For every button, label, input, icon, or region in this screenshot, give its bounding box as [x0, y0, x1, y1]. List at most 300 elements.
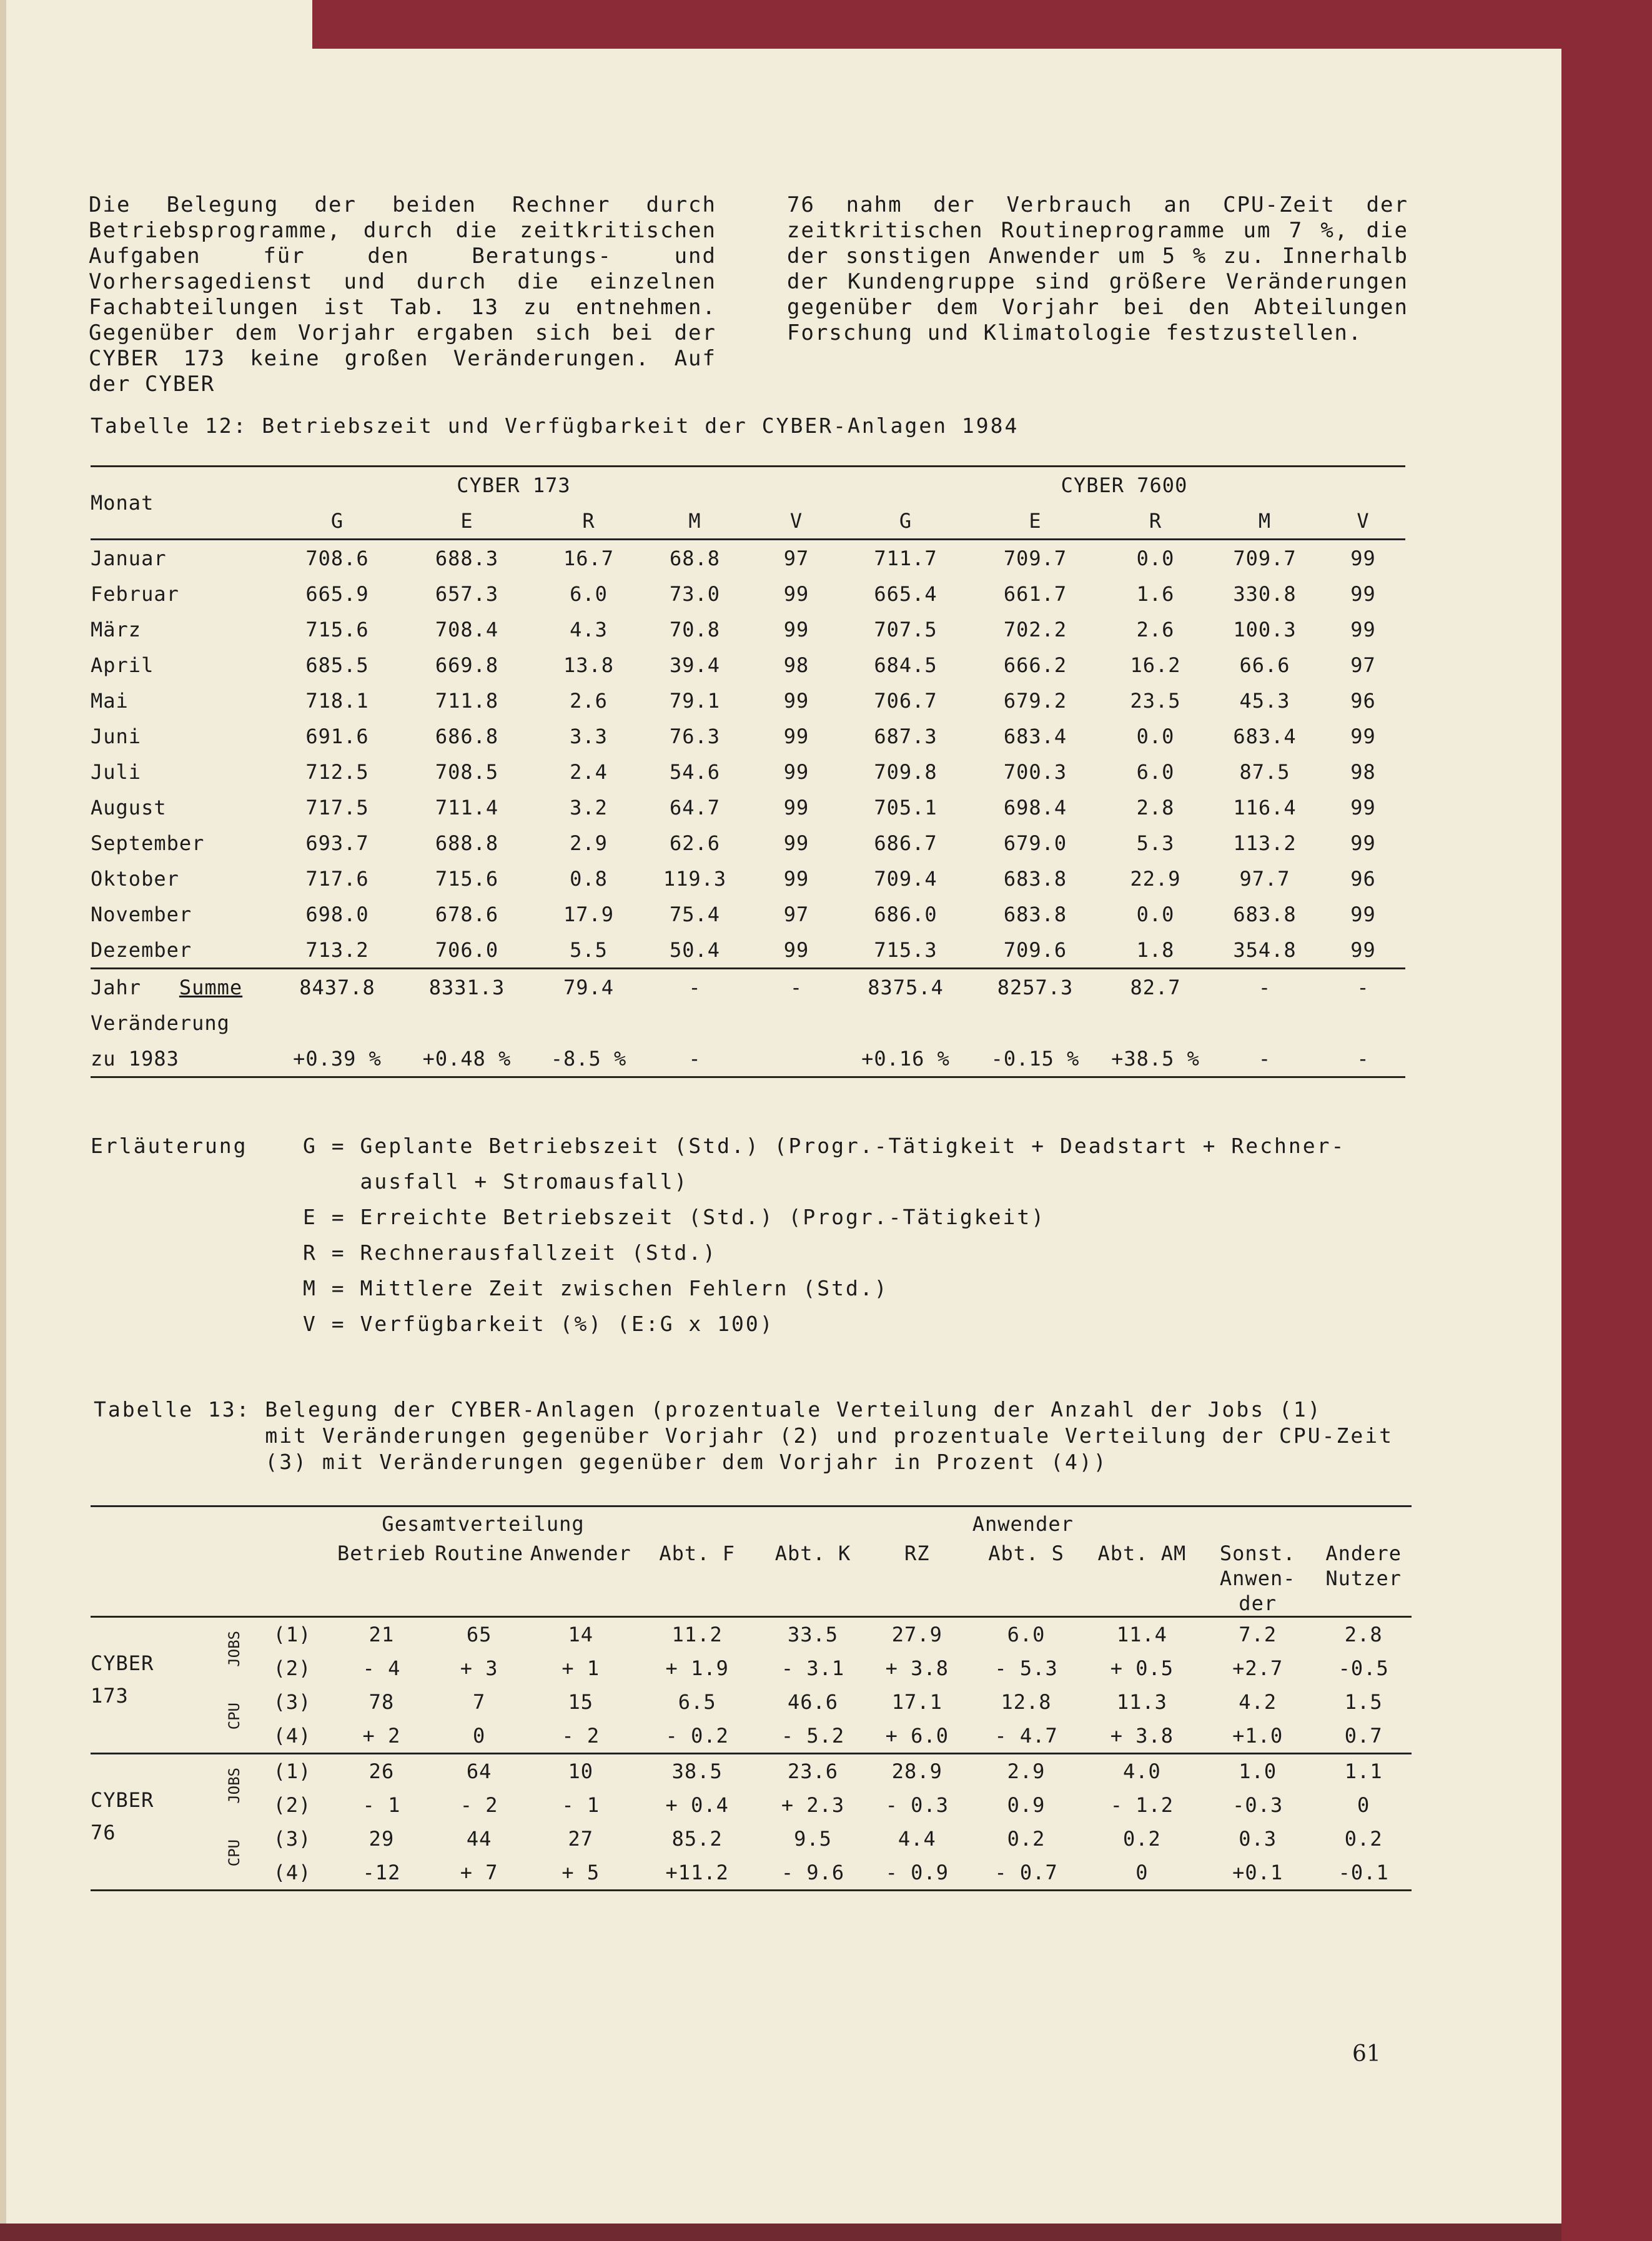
- table-cell: 330.8: [1233, 581, 1297, 606]
- table-cell: 6.0: [570, 581, 608, 606]
- table-cell: 683.8: [1003, 866, 1067, 891]
- month-label: April: [91, 653, 154, 677]
- table-cell: 2.8: [1344, 1623, 1383, 1646]
- row-index: (2): [273, 1656, 312, 1680]
- row-group: [216, 1617, 252, 1686]
- table-cell: [91, 1541, 332, 1617]
- table-cell: 6.0: [1007, 1623, 1046, 1646]
- table-cell: 98: [1350, 759, 1376, 784]
- table-cell: 99: [783, 866, 809, 891]
- table-cell: 2.6: [570, 688, 608, 713]
- table-cell: 708.6: [305, 546, 369, 570]
- column-header: Betrieb: [337, 1541, 426, 1565]
- table-cell: 4.2: [1239, 1690, 1277, 1714]
- table-cell: 23.6: [787, 1759, 839, 1783]
- table-cell: 97.7: [1239, 866, 1290, 891]
- month-label: Januar: [91, 546, 167, 570]
- table-cell: 688.3: [435, 546, 499, 570]
- table-cell: 7: [473, 1690, 486, 1714]
- table-cell: 0.7: [1344, 1724, 1383, 1748]
- page-number: 61: [1352, 2041, 1381, 2067]
- table-cell: 28.9: [891, 1759, 942, 1783]
- table-cell: - 1: [362, 1793, 401, 1817]
- table-cell: 6.5: [678, 1690, 716, 1714]
- row-group: [216, 1685, 252, 1754]
- machine-model: 76: [91, 1821, 116, 1844]
- table-cell: 687.3: [874, 724, 937, 748]
- table-cell: 2.8: [1136, 795, 1175, 819]
- subheader: E: [1029, 508, 1042, 533]
- table-cell: 0.2: [1007, 1827, 1046, 1851]
- table-cell: -0.1: [1338, 1861, 1389, 1884]
- table-cell: + 6.0: [885, 1724, 949, 1748]
- table-cell: 66.6: [1239, 653, 1290, 677]
- month-label: Mai: [91, 688, 129, 713]
- table-cell: -0.5: [1338, 1656, 1389, 1680]
- legend-item: V = Verfügbarkeit (%) (E:G x 100): [303, 1312, 774, 1336]
- table-cell: + 0.5: [1110, 1656, 1174, 1680]
- table-cell: 683.8: [1233, 902, 1297, 926]
- table-cell: 46.6: [787, 1690, 839, 1714]
- table-cell: - 0.9: [885, 1861, 949, 1884]
- table13: [91, 1505, 1412, 1891]
- table-cell: 686.8: [435, 724, 499, 748]
- table-cell: 679.2: [1003, 688, 1067, 713]
- table-cell: 679.0: [1003, 831, 1067, 855]
- subheader: V: [1357, 508, 1370, 533]
- subheader: V: [789, 508, 803, 533]
- table-cell: 99: [1350, 581, 1376, 606]
- table-cell: -: [688, 1046, 701, 1071]
- binding-edge-top: [312, 0, 1652, 49]
- table-cell: 99: [783, 581, 809, 606]
- month-label: November: [91, 902, 192, 926]
- month-label: Oktober: [91, 866, 179, 891]
- table-cell: -: [789, 975, 803, 999]
- table-cell: 702.2: [1003, 617, 1067, 641]
- row-index: (1): [273, 1623, 312, 1646]
- table-cell: 686.0: [874, 902, 937, 926]
- legend-item: E = Erreichte Betriebszeit (Std.) (Progr.-Tätigkeit): [303, 1205, 1046, 1229]
- table-cell: 709.8: [874, 759, 937, 784]
- table-cell: +0.16 %: [861, 1046, 950, 1071]
- month-label: August: [91, 795, 167, 819]
- table-cell: 99: [783, 795, 809, 819]
- table-cell: 27: [568, 1827, 594, 1851]
- table-cell: 711.8: [435, 688, 499, 713]
- row-index: (3): [273, 1690, 312, 1714]
- legend-item: R = Rechnerausfallzeit (Std.): [303, 1240, 718, 1265]
- table-cell: 13.8: [563, 653, 615, 677]
- table-cell: + 1: [561, 1656, 600, 1680]
- table-row: [91, 611, 1405, 647]
- table-cell: 113.2: [1233, 831, 1297, 855]
- table-cell: 76.3: [669, 724, 721, 748]
- table-cell: 22.9: [1130, 866, 1181, 891]
- table-row: [91, 1719, 1412, 1754]
- table-cell: - 2: [561, 1724, 600, 1748]
- table-cell: +11.2: [665, 1861, 729, 1884]
- table-cell: +2.7: [1232, 1656, 1284, 1680]
- table-cell: 1.0: [1239, 1759, 1277, 1783]
- table13-caption: Tabelle 13: Belegung der CYBER-Anlagen (prozentuale Verteilung der Anzahl der Jobs (1) mit Veränderungen gegenüber Vorjahr (2) und prozentuale Verteilung der CPU-Zeit (3) mit Veränderungen gegenüber dem Vorjahr in Prozent (4)): [94, 1397, 1393, 1474]
- legend: [91, 1128, 1408, 1342]
- table-cell: 65: [466, 1623, 492, 1646]
- table-row: [91, 576, 1405, 611]
- table-cell: + 3: [460, 1656, 498, 1680]
- table-cell: 0: [1135, 1861, 1149, 1884]
- table-cell: 119.3: [663, 866, 727, 891]
- table-cell: 87.5: [1239, 759, 1290, 784]
- table-cell: 669.8: [435, 653, 499, 677]
- change-row: [91, 1041, 1405, 1077]
- table-cell: 17.9: [563, 902, 615, 926]
- machine-model: 173: [91, 1684, 129, 1708]
- table-cell: 44: [466, 1827, 492, 1851]
- table-cell: 706.0: [435, 937, 499, 962]
- table-cell: 11.2: [671, 1623, 723, 1646]
- table-cell: 708.4: [435, 617, 499, 641]
- table-cell: 657.3: [435, 581, 499, 606]
- table-cell: -0.15 %: [991, 1046, 1080, 1071]
- column-header: Abt. K: [774, 1541, 851, 1565]
- jahr-summe-label: [91, 969, 278, 1006]
- row-index: (2): [273, 1793, 312, 1817]
- table-cell: 4.0: [1122, 1759, 1161, 1783]
- table-cell: + 2.3: [781, 1793, 845, 1817]
- table-cell: 354.8: [1233, 937, 1297, 962]
- table-cell: -0.3: [1232, 1793, 1284, 1817]
- column-header: Sonst. Anwen- der: [1219, 1541, 1296, 1615]
- table-cell: 16.7: [563, 546, 615, 570]
- table-cell: - 1.2: [1110, 1793, 1174, 1817]
- row-group: [216, 1754, 252, 1823]
- table-cell: 1.6: [1136, 581, 1175, 606]
- table-cell: 38.5: [671, 1759, 723, 1783]
- table-cell: 54.6: [669, 759, 721, 784]
- table-cell: 11.4: [1116, 1623, 1167, 1646]
- table-cell: 3.3: [570, 724, 608, 748]
- table-cell: 99: [783, 688, 809, 713]
- table-cell: +0.1: [1232, 1861, 1284, 1884]
- table-cell: 661.7: [1003, 581, 1067, 606]
- table-row: [91, 1856, 1412, 1891]
- table-cell: 14: [568, 1623, 594, 1646]
- table-cell: 693.7: [305, 831, 369, 855]
- month-label: Dezember: [91, 937, 192, 962]
- book-gutter: [0, 0, 6, 2224]
- table-cell: 17.1: [891, 1690, 942, 1714]
- table-cell: 99: [783, 617, 809, 641]
- table-cell: 100.3: [1233, 617, 1297, 641]
- subheader: R: [582, 508, 595, 533]
- table-cell: 96: [1350, 688, 1376, 713]
- summe-label: Summe: [179, 975, 243, 999]
- legend-title: Erläuterung: [91, 1134, 248, 1158]
- table-cell: - 2: [460, 1793, 498, 1817]
- group-anwender: Anwender: [972, 1512, 1074, 1536]
- table-cell: 709.4: [874, 866, 937, 891]
- table-cell: 9.5: [794, 1827, 832, 1851]
- table-cell: - 4.7: [994, 1724, 1058, 1748]
- group-cyber7600: CYBER 7600: [1061, 473, 1188, 497]
- table-cell: 8437.8: [299, 975, 375, 999]
- group-gesamtverteilung: Gesamtverteilung: [382, 1512, 585, 1536]
- table-cell: 99: [783, 937, 809, 962]
- table-cell: 0.2: [1344, 1827, 1383, 1851]
- table-cell: 8375.4: [868, 975, 944, 999]
- table-cell: 705.1: [874, 795, 937, 819]
- table-cell: 99: [783, 759, 809, 784]
- table-cell: 16.2: [1130, 653, 1181, 677]
- table-cell: - 9.6: [781, 1861, 845, 1884]
- table-cell: 73.0: [669, 581, 721, 606]
- table-cell: 23.5: [1130, 688, 1181, 713]
- table-cell: 688.8: [435, 831, 499, 855]
- table-cell: - 5.3: [994, 1656, 1058, 1680]
- table-cell: 78: [368, 1690, 395, 1714]
- table-cell: 709.7: [1233, 546, 1297, 570]
- table-cell: + 3.8: [885, 1656, 949, 1680]
- table-cell: 64.7: [669, 795, 721, 819]
- table-cell: 97: [783, 902, 809, 926]
- column-header: Andere Nutzer: [1325, 1541, 1402, 1590]
- table-cell: + 3.8: [1110, 1724, 1174, 1748]
- table-cell: 0.2: [1122, 1827, 1161, 1851]
- table-cell: 2.9: [1007, 1759, 1046, 1783]
- table-cell: 1.8: [1136, 937, 1175, 962]
- subheader: G: [330, 508, 344, 533]
- table-cell: -: [1258, 975, 1272, 999]
- table-cell: 683.8: [1003, 902, 1067, 926]
- table-row: [91, 932, 1405, 969]
- row-group-label: CPU: [225, 1839, 244, 1867]
- table-cell: 99: [1350, 546, 1376, 570]
- table-row: [91, 1651, 1412, 1685]
- column-header: Anwender: [530, 1541, 631, 1565]
- table-cell: 29: [368, 1827, 395, 1851]
- column-header: Routine: [435, 1541, 524, 1565]
- table12-caption: Tabelle 12: Betriebszeit und Verfügbarkeit der CYBER-Anlagen 1984: [91, 413, 1019, 438]
- table-cell: 6.0: [1136, 759, 1175, 784]
- table-cell: 70.8: [669, 617, 721, 641]
- column-header: RZ: [904, 1541, 930, 1565]
- table-cell: 99: [783, 831, 809, 855]
- table-cell: 82.7: [1130, 975, 1181, 999]
- row-group-label: CPU: [225, 1703, 244, 1730]
- table-cell: 68.8: [669, 546, 721, 570]
- legend-item: M = Mittlere Zeit zwischen Fehlern (Std.): [303, 1276, 889, 1300]
- veraenderung-label: Veränderung: [91, 1011, 230, 1035]
- jahr-label: Jahr: [91, 975, 142, 999]
- row-group-label: JOBS: [225, 1768, 244, 1804]
- table-cell: 708.5: [435, 759, 499, 784]
- table-row: [91, 825, 1405, 861]
- table-cell: 4.3: [570, 617, 608, 641]
- table-cell: 10: [568, 1759, 594, 1783]
- group-cyber173: CYBER 173: [457, 473, 571, 497]
- table-row: [91, 540, 1405, 576]
- table-cell: 7.2: [1239, 1623, 1277, 1646]
- col-monat: Monat: [91, 491, 154, 515]
- table-cell: +1.0: [1232, 1724, 1284, 1748]
- table-cell: - 1: [561, 1793, 600, 1817]
- table-cell: + 2: [362, 1724, 401, 1748]
- table-cell: 97: [783, 546, 809, 570]
- table-cell: 2.6: [1136, 617, 1175, 641]
- table-cell: +0.39 %: [293, 1046, 382, 1071]
- table-row: [91, 718, 1405, 754]
- row-group: [216, 1822, 252, 1891]
- table-cell: - 0.7: [994, 1861, 1058, 1884]
- table-cell: 79.4: [563, 975, 615, 999]
- table-cell: 8331.3: [428, 975, 505, 999]
- table-cell: 12.8: [1001, 1690, 1052, 1714]
- table-cell: + 0.4: [665, 1793, 729, 1817]
- table-cell: 27.9: [891, 1623, 942, 1646]
- table-row: [91, 754, 1405, 789]
- table-cell: 3.2: [570, 795, 608, 819]
- table-cell: - 5.2: [781, 1724, 845, 1748]
- table-cell: 98: [783, 653, 809, 677]
- table-row: [91, 683, 1405, 718]
- table-cell: 0.0: [1136, 902, 1175, 926]
- table-cell: 709.6: [1003, 937, 1067, 962]
- table-cell: +38.5 %: [1111, 1046, 1200, 1071]
- row-index: (4): [273, 1724, 312, 1748]
- table-cell: 665.9: [305, 581, 369, 606]
- table-cell: 686.7: [874, 831, 937, 855]
- table-cell: - 4: [362, 1656, 401, 1680]
- subheader: M: [688, 508, 701, 533]
- table-cell: 700.3: [1003, 759, 1067, 784]
- table-cell: 0.9: [1007, 1793, 1046, 1817]
- table-cell: - 3.1: [781, 1656, 845, 1680]
- column-header: Abt. AM: [1097, 1541, 1187, 1565]
- table-cell: 5.5: [570, 937, 608, 962]
- table-cell: 97: [1350, 653, 1376, 677]
- table-cell: 21: [368, 1623, 395, 1646]
- machine-label: [91, 1754, 216, 1891]
- intro-right-column: 76 nahm der Verbrauch an CPU-Zeit der zeitkritischen Routineprogramme um 7 %, die der sonstigen Anwender um 5 % zu. Innerhalb der Kundengruppe sind größere Veränderungen gegenüber dem Vorjahr bei den Abteilungen Forschung und Klimatologie festzustellen.: [787, 192, 1408, 345]
- table-cell: 713.2: [305, 937, 369, 962]
- column-header: Abt. S: [988, 1541, 1064, 1565]
- table-cell: -: [1357, 1046, 1370, 1071]
- table12: [91, 465, 1405, 1078]
- table-cell: 50.4: [669, 937, 721, 962]
- table-row: [91, 1822, 1412, 1856]
- table-cell: +0.48 %: [422, 1046, 512, 1071]
- table-cell: 706.7: [874, 688, 937, 713]
- table-cell: 15: [568, 1690, 594, 1714]
- table-cell: 712.5: [305, 759, 369, 784]
- table-cell: 62.6: [669, 831, 721, 855]
- table-cell: 715.6: [305, 617, 369, 641]
- month-label: September: [91, 831, 205, 855]
- table-row: [91, 1754, 1412, 1789]
- subheader: E: [460, 508, 473, 533]
- subheader: R: [1149, 508, 1162, 533]
- table-row: [91, 1617, 1412, 1652]
- table-cell: -: [1258, 1046, 1272, 1071]
- table-cell: + 5: [561, 1861, 600, 1884]
- month-label: Juni: [91, 724, 142, 748]
- table-cell: 683.4: [1003, 724, 1067, 748]
- subheader: G: [899, 508, 913, 533]
- table-cell: 4.4: [898, 1827, 936, 1851]
- table-cell: - 0.2: [665, 1724, 729, 1748]
- table-cell: 99: [783, 724, 809, 748]
- table-cell: -: [1357, 975, 1370, 999]
- table-cell: 711.7: [874, 546, 937, 570]
- table-cell: 717.5: [305, 795, 369, 819]
- table-cell: 0.8: [570, 866, 608, 891]
- table-cell: + 7: [460, 1861, 498, 1884]
- row-index: (4): [273, 1861, 312, 1884]
- table-cell: 715.3: [874, 937, 937, 962]
- table-cell: 99: [1350, 617, 1376, 641]
- table-cell: -8.5 %: [550, 1046, 627, 1071]
- table-cell: -12: [362, 1861, 401, 1884]
- table-cell: 99: [1350, 831, 1376, 855]
- table-cell: 698.4: [1003, 795, 1067, 819]
- month-label: März: [91, 617, 142, 641]
- table-row: [91, 896, 1405, 932]
- table-cell: 711.4: [435, 795, 499, 819]
- legend-item: G = Geplante Betriebszeit (Std.) (Progr.-Tätigkeit + Deadstart + Rechner- ausfall + Stromausfall): [303, 1134, 1346, 1194]
- row-group-label: JOBS: [225, 1631, 244, 1667]
- table-cell: 39.4: [669, 653, 721, 677]
- row-index: (3): [273, 1827, 312, 1851]
- table-cell: 2.9: [570, 831, 608, 855]
- table-cell: 64: [466, 1759, 492, 1783]
- table-cell: 666.2: [1003, 653, 1067, 677]
- table-row: [91, 861, 1405, 896]
- table-cell: 0: [473, 1724, 486, 1748]
- table-cell: 698.0: [305, 902, 369, 926]
- table-cell: 2.4: [570, 759, 608, 784]
- month-label: Juli: [91, 759, 142, 784]
- month-label: Februar: [91, 581, 179, 606]
- table-cell: 1.1: [1344, 1759, 1383, 1783]
- subheader: M: [1258, 508, 1272, 533]
- table-cell: 691.6: [305, 724, 369, 748]
- intro-left-column: Die Belegung der beiden Rechner durch Betriebsprogramme, durch die zeitkritischen Aufgaben für den Beratungs- und Vorhersagedienst und durch die einzelnen Fachabteilungen ist Tab. 13 zu entnehmen. Gegenüber dem Vorjahr ergaben sich bei der CYBER 173 keine großen Veränderungen. Auf der CYBER: [89, 192, 716, 397]
- table-cell: 0: [1357, 1793, 1370, 1817]
- table-cell: 99: [1350, 724, 1376, 748]
- table-row: [91, 1685, 1412, 1719]
- table-cell: + 1.9: [665, 1656, 729, 1680]
- table-cell: 26: [368, 1759, 395, 1783]
- table-cell: 79.1: [669, 688, 721, 713]
- table-cell: -: [688, 975, 701, 999]
- table-cell: 99: [1350, 795, 1376, 819]
- column-header: Abt. F: [659, 1541, 735, 1565]
- table-row: [91, 647, 1405, 683]
- table-cell: 715.6: [435, 866, 499, 891]
- table-cell: 707.5: [874, 617, 937, 641]
- table-cell: 718.1: [305, 688, 369, 713]
- table-cell: 99: [1350, 902, 1376, 926]
- table-cell: - 0.3: [885, 1793, 949, 1817]
- table-cell: 11.3: [1116, 1690, 1167, 1714]
- table-cell: 685.5: [305, 653, 369, 677]
- total-row: [91, 969, 1405, 1006]
- row-index: (1): [273, 1759, 312, 1783]
- table-cell: 45.3: [1239, 688, 1290, 713]
- machine-label: [91, 1617, 216, 1754]
- table-cell: 85.2: [671, 1827, 723, 1851]
